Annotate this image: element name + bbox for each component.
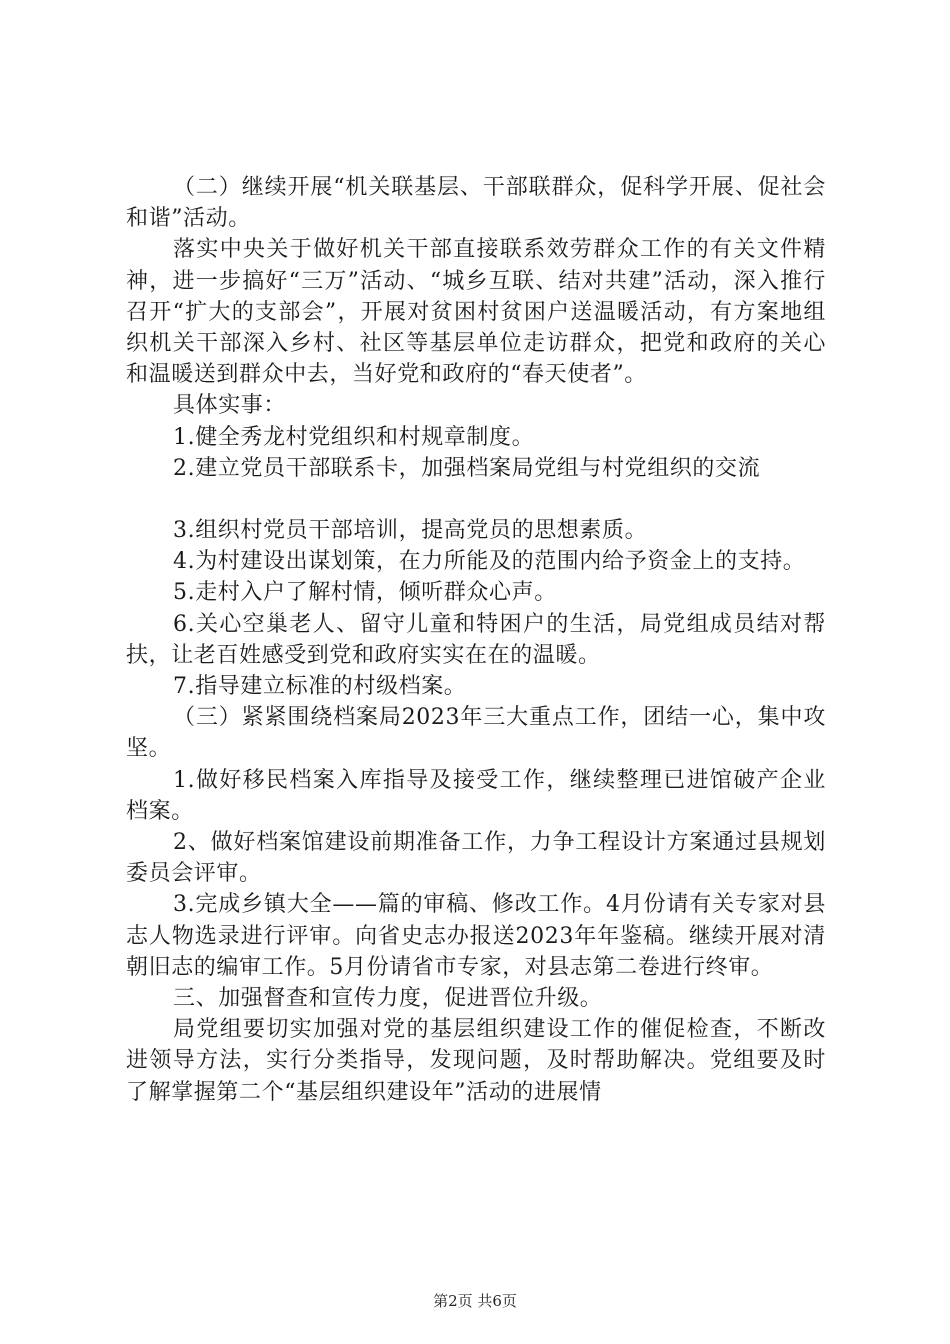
- page-number-footer: 第2页 共6页: [433, 1292, 517, 1310]
- paragraph-priority-3: 3.完成乡镇大全——篇的审稿、修改工作。4月份请有关专家对县志人物选录进行评审。向省史志办报送2023年年鉴稿。继续开展对清朝旧志的编审工作。5月份请省市专家，对县志第二卷进行终审。: [126, 892, 826, 980]
- paragraph-specific-tasks-label: 具体实事：: [173, 393, 287, 419]
- document-body: [126, 172, 826, 1108]
- paragraph-part-three-heading: 三、加强督查和宣传力度，促进晋位升级。: [173, 986, 603, 1012]
- paragraph-task-7: 7.指导建立标准的村级档案。: [173, 674, 467, 700]
- paragraph-task-3: 3.组织村党员干部培训，提高党员的思想素质。: [173, 518, 648, 544]
- paragraph-supervision: 局党组要切实加强对党的基层组织建设工作的催促检查，不断改进领导方法，实行分类指导，发现问题，及时帮助解决。党组要及时了解掌握第二个“基层组织建设年”活动的进展情: [126, 1017, 826, 1105]
- paragraph-task-1: 1.健全秀龙村党组织和村规章制度。: [173, 424, 535, 450]
- paragraph-priority-1: 1.做好移民档案入库指导及接受工作，继续整理已进馆破产企业档案。: [126, 767, 826, 824]
- paragraph-priority-2: 2、做好档案馆建设前期准备工作，力争工程设计方案通过县规划委员会评审。: [126, 830, 826, 887]
- paragraph-task-4: 4.为村建设出谋划策，在力所能及的范围内给予资金上的支持。: [173, 549, 806, 575]
- paragraph-implementation: 落实中央关于做好机关干部直接联系效劳群众工作的有关文件精神，进一步搞好“三万”活动、“城乡互联、结对共建”活动，深入推行召开“扩大的支部会”，开展对贫困村贫困户送温暖活动，有方案地组织机关干部深入乡村、社区等基层单位走访群众，把党和政府的关心和温暖送到群众中去，当好党和政府的“春天使者”。: [126, 237, 826, 388]
- paragraph-task-5: 5.走村入户了解村情，倾听群众心声。: [173, 580, 557, 606]
- paragraph-section-three-heading: （三）紧紧围绕档案局2023年三大重点工作，团结一心，集中攻坚。: [126, 705, 826, 762]
- paragraph-task-6: 6.关心空巢老人、留守儿童和特困户的生活，局党组成员结对帮扶，让老百姓感受到党和政府实实在在的温暖。: [126, 611, 826, 668]
- paragraph-task-2: 2.建立党员干部联系卡，加强档案局党组与村党组织的交流: [173, 455, 761, 481]
- paragraph-section-two-heading: （二）继续开展“机关联基层、干部联群众，促科学开展、促社会和谐”活动。: [126, 175, 826, 232]
